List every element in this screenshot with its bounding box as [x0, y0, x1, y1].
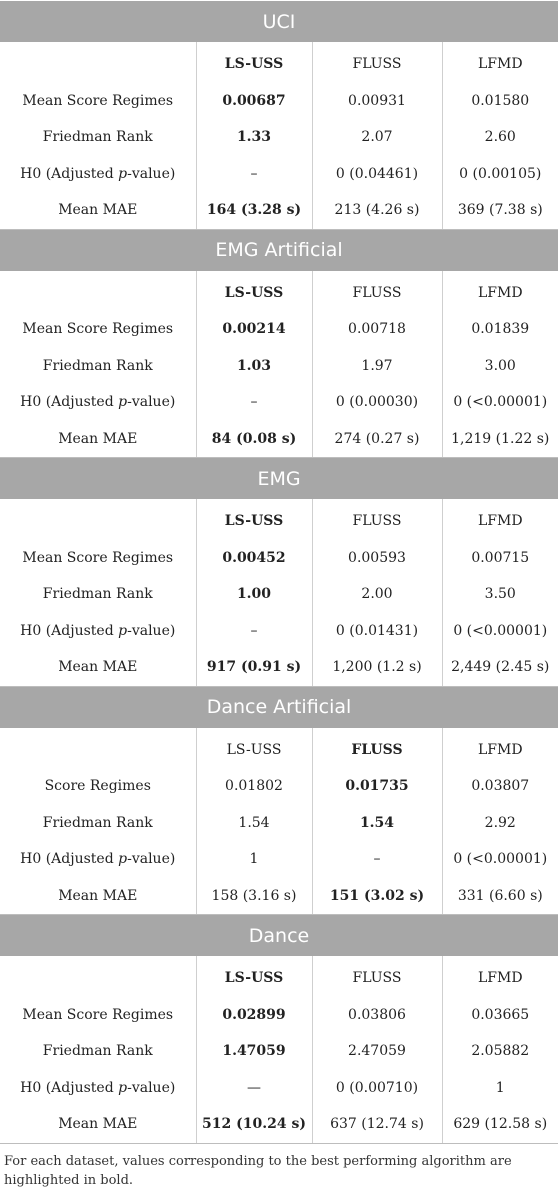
row-label: Mean Score Regimes	[22, 321, 174, 338]
column-header-row	[0, 956, 558, 997]
column-header: FLUSS	[312, 271, 442, 312]
table-cell: 1.33	[196, 119, 312, 156]
section-title: Dance	[0, 915, 558, 957]
column-header: FLUSS	[312, 42, 442, 83]
column-header: LFMD	[442, 271, 558, 312]
row-label: Mean MAE	[0, 192, 196, 229]
table-row	[0, 119, 558, 156]
section-title: UCI	[0, 1, 558, 43]
table-cell: 0 (0.00710)	[312, 1070, 442, 1107]
table-row	[0, 421, 558, 458]
table-cell: –	[312, 841, 442, 878]
row-label: Mean Score Regimes	[22, 1006, 174, 1023]
table-row	[0, 311, 558, 348]
table-cell: –	[196, 613, 312, 650]
table-cell: 1.03	[196, 348, 312, 385]
table-cell: 0.00931	[312, 83, 442, 120]
table-cell: 0.03665	[442, 997, 558, 1034]
table-cell: 0.00593	[312, 540, 442, 577]
table-cell: 2.00	[312, 576, 442, 613]
table-cell: —	[196, 1070, 312, 1107]
column-header: FLUSS	[312, 728, 442, 769]
section-header	[0, 458, 558, 500]
table-footnote: For each dataset, values corresponding to the best performing algorithm are highlighted in bold.	[4, 1153, 512, 1188]
table-cell: 2,449 (2.45 s)	[442, 649, 558, 686]
table-cell: 2.60	[442, 119, 558, 156]
table-cell: 0.00687	[196, 83, 312, 120]
table-cell: 3.50	[442, 576, 558, 613]
table-cell: 1.97	[312, 348, 442, 385]
table-cell: 213 (4.26 s)	[312, 192, 442, 229]
table-row	[0, 1070, 558, 1107]
row-label: Mean MAE	[0, 421, 196, 458]
table-cell: 0.02899	[196, 997, 312, 1034]
table-row	[0, 613, 558, 650]
column-header-row	[0, 42, 558, 83]
row-label: Friedman Rank	[42, 586, 153, 603]
column-header	[0, 728, 196, 769]
table-row	[0, 1033, 558, 1070]
table-cell: 0.00452	[196, 540, 312, 577]
table-cell: 512 (10.24 s)	[196, 1106, 312, 1143]
column-header: LFMD	[442, 42, 558, 83]
row-label: Score Regimes	[44, 778, 151, 795]
section-title: EMG Artificial	[0, 229, 558, 271]
table-cell: 0.01839	[442, 311, 558, 348]
column-header: FLUSS	[312, 499, 442, 540]
table-row	[0, 841, 558, 878]
table-cell: 151 (3.02 s)	[312, 878, 442, 915]
table-cell: 0 (0.00030)	[312, 384, 442, 421]
table-row	[0, 649, 558, 686]
table-row	[0, 878, 558, 915]
table-cell: 331 (6.60 s)	[442, 878, 558, 915]
row-label: Friedman Rank	[42, 814, 153, 831]
column-header: LS-USS	[196, 728, 312, 769]
column-header	[0, 42, 196, 83]
table-cell: 84 (0.08 s)	[196, 421, 312, 458]
table-cell: 0.01580	[442, 83, 558, 120]
table-cell: 369 (7.38 s)	[442, 192, 558, 229]
section-header	[0, 229, 558, 271]
table-cell: –	[196, 156, 312, 193]
table-row	[0, 192, 558, 229]
table-cell: 0.03806	[312, 997, 442, 1034]
table-cell: 164 (3.28 s)	[196, 192, 312, 229]
column-header	[0, 271, 196, 312]
table-cell: 0 (0.04461)	[312, 156, 442, 193]
table-cell: 0.03807	[442, 768, 558, 805]
table-cell: 158 (3.16 s)	[196, 878, 312, 915]
table-cell: 274 (0.27 s)	[312, 421, 442, 458]
section-header	[0, 686, 558, 728]
table-cell: 2.92	[442, 805, 558, 842]
row-label: Mean Score Regimes	[22, 92, 174, 109]
table-row	[0, 348, 558, 385]
table-cell: 2.07	[312, 119, 442, 156]
column-header-row	[0, 728, 558, 769]
row-label: H0 (Adjusted p-value)	[20, 1079, 176, 1096]
section-header	[0, 915, 558, 957]
section-title: EMG	[0, 458, 558, 500]
table-cell: 1.47059	[196, 1033, 312, 1070]
table-cell: 1.54	[196, 805, 312, 842]
table-cell: 629 (12.58 s)	[442, 1106, 558, 1143]
column-header: FLUSS	[312, 956, 442, 997]
column-header: LS-USS	[196, 42, 312, 83]
row-label: H0 (Adjusted p-value)	[20, 622, 176, 639]
table-cell: 0 (0.01431)	[312, 613, 442, 650]
table-cell: 0.00214	[196, 311, 312, 348]
column-header: LFMD	[442, 956, 558, 997]
table-cell: 0.00715	[442, 540, 558, 577]
row-label: Mean Score Regimes	[22, 549, 174, 566]
row-label: H0 (Adjusted p-value)	[20, 165, 176, 182]
section-header	[0, 1, 558, 43]
table-cell: 0 (<0.00001)	[442, 384, 558, 421]
table-cell: 1	[196, 841, 312, 878]
table-cell: 1,219 (1.22 s)	[442, 421, 558, 458]
column-header: LS-USS	[196, 271, 312, 312]
table-cell: 3.00	[442, 348, 558, 385]
column-header: LFMD	[442, 499, 558, 540]
row-label: Friedman Rank	[42, 1043, 153, 1060]
row-label: Mean MAE	[0, 878, 196, 915]
table-row	[0, 384, 558, 421]
table-row	[0, 576, 558, 613]
table-cell: 2.05882	[442, 1033, 558, 1070]
column-header	[0, 956, 196, 997]
column-header: LS-USS	[196, 956, 312, 997]
column-header: LS-USS	[196, 499, 312, 540]
table-cell: 1.54	[312, 805, 442, 842]
section-title: Dance Artificial	[0, 686, 558, 728]
column-header	[0, 499, 196, 540]
table-row	[0, 997, 558, 1034]
table-cell: 637 (12.74 s)	[312, 1106, 442, 1143]
table-cell: 0 (<0.00001)	[442, 841, 558, 878]
table-row	[0, 805, 558, 842]
column-header-row	[0, 271, 558, 312]
row-label: Mean MAE	[0, 1106, 196, 1143]
table-cell: 0 (0.00105)	[442, 156, 558, 193]
table-cell: 917 (0.91 s)	[196, 649, 312, 686]
row-label: Friedman Rank	[42, 357, 153, 374]
table-cell: 1,200 (1.2 s)	[312, 649, 442, 686]
row-label: H0 (Adjusted p-value)	[20, 851, 176, 868]
column-header-row	[0, 499, 558, 540]
table-row	[0, 156, 558, 193]
row-label: Friedman Rank	[42, 129, 153, 146]
table-row	[0, 1106, 558, 1143]
row-label: H0 (Adjusted p-value)	[20, 394, 176, 411]
results-table-body	[0, 1, 558, 1144]
table-row	[0, 540, 558, 577]
table-cell: 0.00718	[312, 311, 442, 348]
row-label: Mean MAE	[0, 649, 196, 686]
table-cell: 1.00	[196, 576, 312, 613]
table-cell: 0.01802	[196, 768, 312, 805]
table-row	[0, 83, 558, 120]
table-cell: 1	[442, 1070, 558, 1107]
table-cell: 0 (<0.00001)	[442, 613, 558, 650]
table-cell: –	[196, 384, 312, 421]
table-cell: 2.47059	[312, 1033, 442, 1070]
table-row	[0, 768, 558, 805]
table-cell: 0.01735	[312, 768, 442, 805]
column-header: LFMD	[442, 728, 558, 769]
